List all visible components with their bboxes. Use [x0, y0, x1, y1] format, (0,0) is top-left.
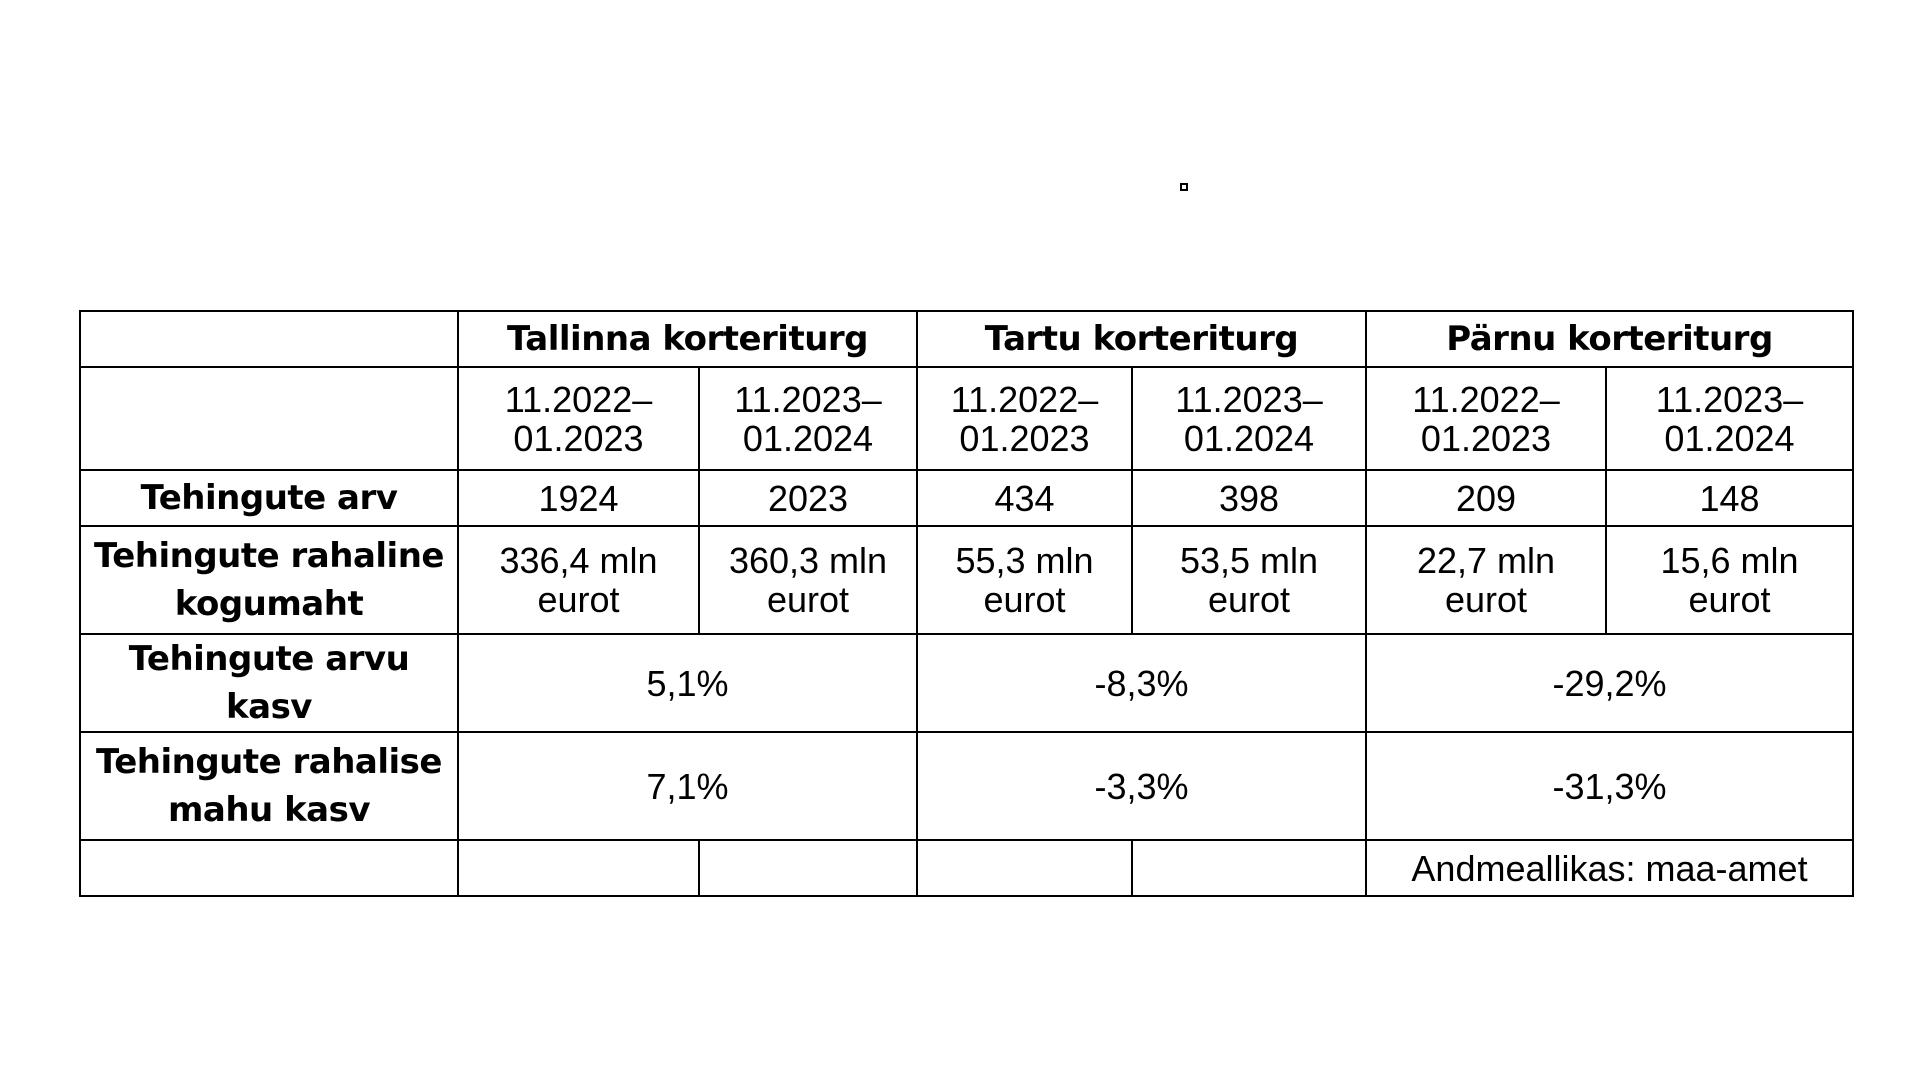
- value-cell: [1132, 526, 1366, 634]
- source-note: Andmeallikas: maa-amet: [1366, 840, 1853, 896]
- value-unit: eurot: [537, 579, 620, 620]
- row-label-transaction-count: Tehingute arv: [80, 470, 458, 526]
- value-cell: 1924: [458, 470, 699, 526]
- row-label-line: Tehingute rahaline: [94, 536, 444, 576]
- period-cell: [699, 367, 917, 470]
- value-unit: eurot: [983, 579, 1066, 620]
- growth-cell-tartu: -8,3%: [917, 634, 1366, 732]
- transaction-volume-row: [80, 526, 1853, 634]
- period-end: 01.2023: [959, 417, 1090, 459]
- source-row: [80, 840, 1853, 896]
- growth-cell-tartu: -3,3%: [917, 732, 1366, 840]
- empty-corner-cell: [80, 311, 458, 367]
- value-unit: eurot: [1444, 579, 1528, 620]
- value-cell: 148: [1606, 470, 1853, 526]
- empty-cell: [458, 840, 699, 896]
- period-cell: [1606, 367, 1853, 470]
- empty-cell: [917, 840, 1132, 896]
- period-cell: [917, 367, 1132, 470]
- market-header-parnu: Pärnu korteriturg: [1366, 311, 1853, 367]
- value-unit: eurot: [766, 579, 850, 620]
- value-cell: [458, 526, 699, 634]
- row-label-count-growth: Tehingute arvu kasv: [80, 634, 458, 732]
- value-cell: 398: [1132, 470, 1366, 526]
- apartment-market-table: [79, 310, 1854, 897]
- value-unit: eurot: [1688, 579, 1771, 620]
- value-cell: [699, 526, 917, 634]
- row-label-line: kogumaht: [174, 584, 364, 624]
- value-cell: [1366, 526, 1606, 634]
- period-cell: [458, 367, 699, 470]
- growth-cell-parnu: -31,3%: [1366, 732, 1853, 840]
- empty-cell: [80, 840, 458, 896]
- empty-period-label-cell: [80, 367, 458, 470]
- value-cell: 434: [917, 470, 1132, 526]
- value-cell: [1606, 526, 1853, 634]
- period-cell: [1366, 367, 1606, 470]
- period-end: 01.2024: [1183, 417, 1315, 459]
- value-unit: eurot: [1207, 579, 1291, 620]
- period-header-row: [80, 367, 1853, 470]
- selection-handle-icon[interactable]: [1180, 183, 1188, 191]
- market-header-tallinn: Tallinna korteriturg: [458, 311, 917, 367]
- period-end: 01.2024: [1664, 417, 1795, 459]
- market-header-tartu: Tartu korteriturg: [917, 311, 1366, 367]
- period-start: 11.2022–: [504, 378, 653, 420]
- value-amount: 53,5 mln: [1179, 540, 1319, 581]
- value-amount: 55,3 mln: [955, 540, 1094, 581]
- transaction-count-row: [80, 470, 1853, 526]
- period-start: 11.2023–: [1655, 378, 1804, 420]
- volume-growth-row: [80, 732, 1853, 840]
- value-amount: 22,7 mln: [1416, 540, 1556, 581]
- empty-cell: [699, 840, 917, 896]
- growth-cell-parnu: -29,2%: [1366, 634, 1853, 732]
- count-growth-row: [80, 634, 1853, 732]
- value-cell: [917, 526, 1132, 634]
- row-label-line: mahu kasv: [167, 790, 371, 830]
- value-amount: 15,6 mln: [1660, 540, 1799, 581]
- period-start: 11.2023–: [1175, 378, 1323, 420]
- growth-cell-tallinn: 7,1%: [458, 732, 917, 840]
- period-end: 01.2024: [742, 417, 874, 459]
- value-amount: 360,3 mln: [728, 540, 888, 581]
- row-label-transaction-volume: [80, 526, 458, 634]
- row-label-volume-growth: [80, 732, 458, 840]
- period-cell: [1132, 367, 1366, 470]
- market-header-row: [80, 311, 1853, 367]
- period-start: 11.2022–: [1412, 378, 1560, 420]
- row-label-line: Tehingute rahalise: [96, 742, 442, 782]
- value-amount: 336,4 mln: [499, 540, 658, 581]
- empty-cell: [1132, 840, 1366, 896]
- period-end: 01.2023: [1420, 417, 1552, 459]
- period-start: 11.2023–: [734, 378, 882, 420]
- value-cell: 2023: [699, 470, 917, 526]
- growth-cell-tallinn: 5,1%: [458, 634, 917, 732]
- period-start: 11.2022–: [950, 378, 1099, 420]
- period-end: 01.2023: [513, 417, 644, 459]
- value-cell: 209: [1366, 470, 1606, 526]
